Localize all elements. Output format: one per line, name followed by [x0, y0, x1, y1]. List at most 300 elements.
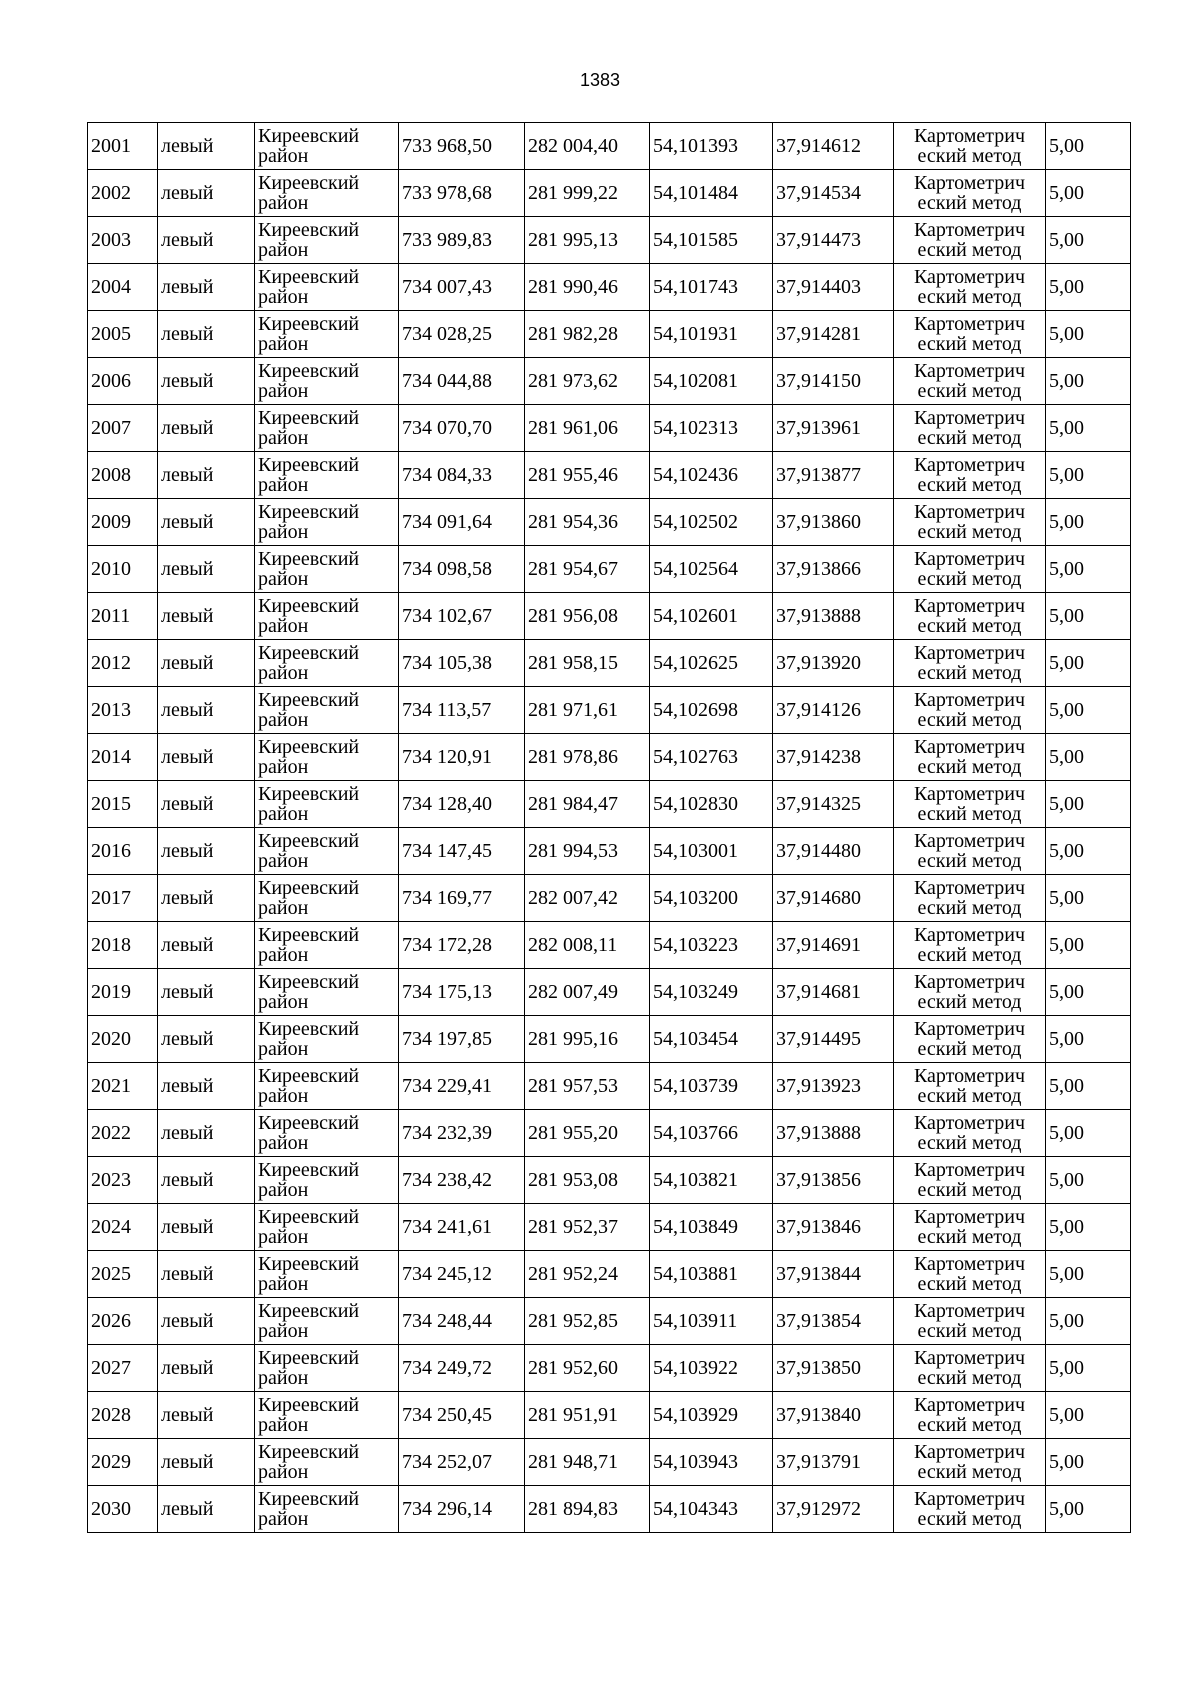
bank-side-cell: левый: [158, 687, 255, 734]
district-cell: [255, 922, 399, 969]
district-cell: [255, 1439, 399, 1486]
method-cell: [894, 1063, 1046, 1110]
method-line-2: еский метод: [917, 991, 1022, 1013]
accuracy-cell: 5,00: [1046, 405, 1131, 452]
accuracy-cell: 5,00: [1046, 734, 1131, 781]
method-cell: [894, 1439, 1046, 1486]
accuracy-cell: 5,00: [1046, 922, 1131, 969]
longitude-cell: 37,913846: [773, 1204, 894, 1251]
method-line-2: еский метод: [917, 521, 1022, 543]
longitude-cell: 37,914126: [773, 687, 894, 734]
x-coordinate-cell: 734 102,67: [399, 593, 525, 640]
longitude-cell: 37,913840: [773, 1392, 894, 1439]
method-cell: [894, 1486, 1046, 1533]
method-cell: [894, 123, 1046, 170]
longitude-cell: 37,913866: [773, 546, 894, 593]
coordinates-table-body: [88, 123, 1131, 1533]
y-coordinate-cell: 281 971,61: [525, 687, 650, 734]
district-line-2: район: [258, 380, 309, 402]
method-line-2: еский метод: [917, 1320, 1022, 1342]
table-row: [88, 217, 1131, 264]
district-line-1: Киреевский: [258, 501, 360, 523]
district-line-2: район: [258, 850, 309, 872]
method-line-2: еский метод: [917, 803, 1022, 825]
longitude-cell: 37,914691: [773, 922, 894, 969]
accuracy-cell: 5,00: [1046, 452, 1131, 499]
latitude-cell: 54,101585: [650, 217, 773, 264]
district-cell: [255, 640, 399, 687]
district-line-2: район: [258, 1414, 309, 1436]
accuracy-cell: 5,00: [1046, 687, 1131, 734]
district-cell: [255, 1486, 399, 1533]
district-cell: [255, 311, 399, 358]
method-line-2: еский метод: [917, 944, 1022, 966]
district-cell: [255, 1251, 399, 1298]
method-cell: [894, 828, 1046, 875]
longitude-cell: 37,913920: [773, 640, 894, 687]
latitude-cell: 54,101743: [650, 264, 773, 311]
y-coordinate-cell: 281 961,06: [525, 405, 650, 452]
district-cell: [255, 687, 399, 734]
x-coordinate-cell: 734 084,33: [399, 452, 525, 499]
method-cell: [894, 640, 1046, 687]
district-line-1: Киреевский: [258, 1018, 360, 1040]
district-line-2: район: [258, 615, 309, 637]
table-row: [88, 499, 1131, 546]
method-line-2: еский метод: [917, 756, 1022, 778]
x-coordinate-cell: 734 044,88: [399, 358, 525, 405]
district-line-1: Киреевский: [258, 1394, 360, 1416]
latitude-cell: 54,103200: [650, 875, 773, 922]
accuracy-cell: 5,00: [1046, 1157, 1131, 1204]
table-row: [88, 922, 1131, 969]
method-line-2: еский метод: [917, 1179, 1022, 1201]
method-line-2: еский метод: [917, 1226, 1022, 1248]
accuracy-cell: 5,00: [1046, 640, 1131, 687]
point-number-cell: 2009: [88, 499, 158, 546]
bank-side-cell: левый: [158, 1298, 255, 1345]
point-number-cell: 2027: [88, 1345, 158, 1392]
district-cell: [255, 1016, 399, 1063]
method-line-1: Картометрич: [913, 877, 1026, 899]
longitude-cell: 37,913961: [773, 405, 894, 452]
bank-side-cell: левый: [158, 1204, 255, 1251]
x-coordinate-cell: 734 296,14: [399, 1486, 525, 1533]
accuracy-cell: 5,00: [1046, 264, 1131, 311]
method-line-2: еский метод: [917, 709, 1022, 731]
longitude-cell: 37,913888: [773, 593, 894, 640]
y-coordinate-cell: 281 973,62: [525, 358, 650, 405]
point-number-cell: 2008: [88, 452, 158, 499]
district-line-1: Киреевский: [258, 125, 360, 147]
x-coordinate-cell: 733 978,68: [399, 170, 525, 217]
point-number-cell: 2028: [88, 1392, 158, 1439]
method-line-1: Картометрич: [913, 266, 1026, 288]
method-line-1: Картометрич: [913, 1112, 1026, 1134]
bank-side-cell: левый: [158, 358, 255, 405]
table-row: [88, 1486, 1131, 1533]
bank-side-cell: левый: [158, 1016, 255, 1063]
point-number-cell: 2004: [88, 264, 158, 311]
method-cell: [894, 264, 1046, 311]
district-cell: [255, 1345, 399, 1392]
method-cell: [894, 452, 1046, 499]
y-coordinate-cell: 282 004,40: [525, 123, 650, 170]
district-cell: [255, 452, 399, 499]
method-line-1: Картометрич: [913, 1206, 1026, 1228]
method-line-1: Картометрич: [913, 689, 1026, 711]
x-coordinate-cell: 734 232,39: [399, 1110, 525, 1157]
method-line-1: Картометрич: [913, 971, 1026, 993]
bank-side-cell: левый: [158, 499, 255, 546]
district-cell: [255, 358, 399, 405]
x-coordinate-cell: 734 229,41: [399, 1063, 525, 1110]
method-line-1: Картометрич: [913, 219, 1026, 241]
table-row: [88, 358, 1131, 405]
point-number-cell: 2002: [88, 170, 158, 217]
latitude-cell: 54,103223: [650, 922, 773, 969]
longitude-cell: 37,913850: [773, 1345, 894, 1392]
latitude-cell: 54,102763: [650, 734, 773, 781]
latitude-cell: 54,103943: [650, 1439, 773, 1486]
method-line-1: Картометрич: [913, 736, 1026, 758]
method-line-1: Картометрич: [913, 548, 1026, 570]
method-line-1: Картометрич: [913, 407, 1026, 429]
district-line-1: Киреевский: [258, 924, 360, 946]
accuracy-cell: 5,00: [1046, 1345, 1131, 1392]
district-line-1: Киреевский: [258, 1488, 360, 1510]
latitude-cell: 54,101931: [650, 311, 773, 358]
method-line-2: еский метод: [917, 568, 1022, 590]
district-line-2: район: [258, 286, 309, 308]
method-line-2: еский метод: [917, 192, 1022, 214]
district-line-2: район: [258, 1179, 309, 1201]
latitude-cell: 54,103454: [650, 1016, 773, 1063]
district-line-1: Киреевский: [258, 1112, 360, 1134]
district-line-1: Киреевский: [258, 266, 360, 288]
y-coordinate-cell: 281 952,60: [525, 1345, 650, 1392]
district-line-2: район: [258, 427, 309, 449]
accuracy-cell: 5,00: [1046, 969, 1131, 1016]
method-line-1: Картометрич: [913, 1159, 1026, 1181]
district-line-1: Киреевский: [258, 595, 360, 617]
district-line-1: Киреевский: [258, 971, 360, 993]
method-line-1: Картометрич: [913, 830, 1026, 852]
table-row: [88, 640, 1131, 687]
method-line-2: еский метод: [917, 1367, 1022, 1389]
point-number-cell: 2003: [88, 217, 158, 264]
method-cell: [894, 687, 1046, 734]
bank-side-cell: левый: [158, 1110, 255, 1157]
x-coordinate-cell: 734 120,91: [399, 734, 525, 781]
method-cell: [894, 170, 1046, 217]
method-line-1: Картометрич: [913, 1347, 1026, 1369]
method-cell: [894, 1345, 1046, 1392]
page-number: 1383: [579, 70, 621, 90]
method-line-1: Картометрич: [913, 642, 1026, 664]
method-line-1: Картометрич: [913, 360, 1026, 382]
method-cell: [894, 1016, 1046, 1063]
bank-side-cell: левый: [158, 1345, 255, 1392]
y-coordinate-cell: 281 894,83: [525, 1486, 650, 1533]
method-line-2: еский метод: [917, 662, 1022, 684]
x-coordinate-cell: 734 070,70: [399, 405, 525, 452]
method-cell: [894, 593, 1046, 640]
longitude-cell: 37,914325: [773, 781, 894, 828]
method-line-2: еский метод: [917, 850, 1022, 872]
latitude-cell: 54,103821: [650, 1157, 773, 1204]
point-number-cell: 2007: [88, 405, 158, 452]
y-coordinate-cell: 281 952,24: [525, 1251, 650, 1298]
district-line-1: Киреевский: [258, 407, 360, 429]
district-line-1: Киреевский: [258, 1253, 360, 1275]
district-cell: [255, 1298, 399, 1345]
table-row: [88, 1063, 1131, 1110]
method-cell: [894, 311, 1046, 358]
longitude-cell: 37,913888: [773, 1110, 894, 1157]
district-line-2: район: [258, 1461, 309, 1483]
point-number-cell: 2010: [88, 546, 158, 593]
x-coordinate-cell: 734 105,38: [399, 640, 525, 687]
point-number-cell: 2023: [88, 1157, 158, 1204]
district-cell: [255, 828, 399, 875]
table-row: [88, 123, 1131, 170]
bank-side-cell: левый: [158, 1486, 255, 1533]
point-number-cell: 2011: [88, 593, 158, 640]
longitude-cell: 37,914681: [773, 969, 894, 1016]
method-cell: [894, 217, 1046, 264]
district-line-2: район: [258, 756, 309, 778]
district-cell: [255, 593, 399, 640]
method-cell: [894, 1204, 1046, 1251]
district-line-1: Киреевский: [258, 1441, 360, 1463]
district-line-1: Киреевский: [258, 1300, 360, 1322]
bank-side-cell: левый: [158, 828, 255, 875]
accuracy-cell: 5,00: [1046, 593, 1131, 640]
district-line-1: Киреевский: [258, 830, 360, 852]
table-row: [88, 311, 1131, 358]
latitude-cell: 54,101484: [650, 170, 773, 217]
point-number-cell: 2026: [88, 1298, 158, 1345]
district-line-1: Киреевский: [258, 313, 360, 335]
table-row: [88, 452, 1131, 499]
point-number-cell: 2030: [88, 1486, 158, 1533]
y-coordinate-cell: 281 955,20: [525, 1110, 650, 1157]
table-row: [88, 734, 1131, 781]
method-line-2: еский метод: [917, 145, 1022, 167]
y-coordinate-cell: 281 954,67: [525, 546, 650, 593]
longitude-cell: 37,914238: [773, 734, 894, 781]
latitude-cell: 54,103881: [650, 1251, 773, 1298]
method-cell: [894, 922, 1046, 969]
y-coordinate-cell: 281 952,85: [525, 1298, 650, 1345]
district-line-2: район: [258, 1273, 309, 1295]
accuracy-cell: 5,00: [1046, 1063, 1131, 1110]
district-line-1: Киреевский: [258, 1347, 360, 1369]
point-number-cell: 2016: [88, 828, 158, 875]
accuracy-cell: 5,00: [1046, 1486, 1131, 1533]
method-line-1: Картометрич: [913, 454, 1026, 476]
district-cell: [255, 264, 399, 311]
point-number-cell: 2005: [88, 311, 158, 358]
method-line-1: Картометрич: [913, 1300, 1026, 1322]
point-number-cell: 2012: [88, 640, 158, 687]
district-line-2: район: [258, 662, 309, 684]
method-line-1: Картометрич: [913, 595, 1026, 617]
longitude-cell: 37,914680: [773, 875, 894, 922]
method-line-2: еский метод: [917, 239, 1022, 261]
y-coordinate-cell: 281 956,08: [525, 593, 650, 640]
y-coordinate-cell: 282 007,49: [525, 969, 650, 1016]
point-number-cell: 2019: [88, 969, 158, 1016]
x-coordinate-cell: 734 245,12: [399, 1251, 525, 1298]
table-row: [88, 546, 1131, 593]
method-line-2: еский метод: [917, 286, 1022, 308]
point-number-cell: 2020: [88, 1016, 158, 1063]
y-coordinate-cell: 281 990,46: [525, 264, 650, 311]
method-line-2: еский метод: [917, 1414, 1022, 1436]
bank-side-cell: левый: [158, 734, 255, 781]
bank-side-cell: левый: [158, 217, 255, 264]
x-coordinate-cell: 734 252,07: [399, 1439, 525, 1486]
y-coordinate-cell: 281 982,28: [525, 311, 650, 358]
x-coordinate-cell: 734 113,57: [399, 687, 525, 734]
method-line-2: еский метод: [917, 1508, 1022, 1530]
district-line-1: Киреевский: [258, 736, 360, 758]
accuracy-cell: 5,00: [1046, 1298, 1131, 1345]
district-cell: [255, 1063, 399, 1110]
point-number-cell: 2029: [88, 1439, 158, 1486]
latitude-cell: 54,103739: [650, 1063, 773, 1110]
x-coordinate-cell: 734 172,28: [399, 922, 525, 969]
latitude-cell: 54,102081: [650, 358, 773, 405]
bank-side-cell: левый: [158, 1063, 255, 1110]
y-coordinate-cell: 281 952,37: [525, 1204, 650, 1251]
method-cell: [894, 1298, 1046, 1345]
method-line-1: Картометрич: [913, 1394, 1026, 1416]
table-row: [88, 1157, 1131, 1204]
method-line-2: еский метод: [917, 1038, 1022, 1060]
x-coordinate-cell: 734 007,43: [399, 264, 525, 311]
method-cell: [894, 875, 1046, 922]
x-coordinate-cell: 734 128,40: [399, 781, 525, 828]
accuracy-cell: 5,00: [1046, 123, 1131, 170]
y-coordinate-cell: 281 954,36: [525, 499, 650, 546]
y-coordinate-cell: 281 995,16: [525, 1016, 650, 1063]
latitude-cell: 54,102313: [650, 405, 773, 452]
table-row: [88, 1204, 1131, 1251]
district-line-2: район: [258, 1367, 309, 1389]
y-coordinate-cell: 281 994,53: [525, 828, 650, 875]
coordinates-table: [87, 122, 1131, 1533]
latitude-cell: 54,103849: [650, 1204, 773, 1251]
method-line-2: еский метод: [917, 474, 1022, 496]
method-cell: [894, 546, 1046, 593]
method-line-1: Картометрич: [913, 172, 1026, 194]
longitude-cell: 37,914480: [773, 828, 894, 875]
latitude-cell: 54,102601: [650, 593, 773, 640]
longitude-cell: 37,912972: [773, 1486, 894, 1533]
method-line-1: Картометрич: [913, 125, 1026, 147]
district-line-1: Киреевский: [258, 454, 360, 476]
longitude-cell: 37,914150: [773, 358, 894, 405]
bank-side-cell: левый: [158, 969, 255, 1016]
method-cell: [894, 1251, 1046, 1298]
method-line-2: еский метод: [917, 1273, 1022, 1295]
method-line-2: еский метод: [917, 615, 1022, 637]
accuracy-cell: 5,00: [1046, 828, 1131, 875]
point-number-cell: 2001: [88, 123, 158, 170]
latitude-cell: 54,101393: [650, 123, 773, 170]
x-coordinate-cell: 733 989,83: [399, 217, 525, 264]
method-line-1: Картометрич: [913, 783, 1026, 805]
table-row: [88, 1016, 1131, 1063]
table-row: [88, 1110, 1131, 1157]
district-line-1: Киреевский: [258, 1206, 360, 1228]
y-coordinate-cell: 281 948,71: [525, 1439, 650, 1486]
method-cell: [894, 969, 1046, 1016]
bank-side-cell: левый: [158, 170, 255, 217]
district-line-2: район: [258, 1320, 309, 1342]
district-line-2: район: [258, 333, 309, 355]
district-line-2: район: [258, 568, 309, 590]
bank-side-cell: левый: [158, 1251, 255, 1298]
district-line-2: район: [258, 1038, 309, 1060]
accuracy-cell: 5,00: [1046, 1204, 1131, 1251]
latitude-cell: 54,102830: [650, 781, 773, 828]
method-line-2: еский метод: [917, 1461, 1022, 1483]
latitude-cell: 54,104343: [650, 1486, 773, 1533]
accuracy-cell: 5,00: [1046, 875, 1131, 922]
district-line-1: Киреевский: [258, 689, 360, 711]
latitude-cell: 54,102502: [650, 499, 773, 546]
district-cell: [255, 1204, 399, 1251]
longitude-cell: 37,914612: [773, 123, 894, 170]
method-line-1: Картометрич: [913, 313, 1026, 335]
method-line-1: Картометрич: [913, 1441, 1026, 1463]
table-row: [88, 264, 1131, 311]
district-line-1: Киреевский: [258, 219, 360, 241]
table-row: [88, 593, 1131, 640]
accuracy-cell: 5,00: [1046, 217, 1131, 264]
longitude-cell: 37,913854: [773, 1298, 894, 1345]
longitude-cell: 37,913844: [773, 1251, 894, 1298]
bank-side-cell: левый: [158, 1157, 255, 1204]
x-coordinate-cell: 734 028,25: [399, 311, 525, 358]
district-line-1: Киреевский: [258, 1159, 360, 1181]
method-line-2: еский метод: [917, 427, 1022, 449]
method-cell: [894, 358, 1046, 405]
district-cell: [255, 546, 399, 593]
point-number-cell: 2024: [88, 1204, 158, 1251]
y-coordinate-cell: 282 008,11: [525, 922, 650, 969]
bank-side-cell: левый: [158, 1439, 255, 1486]
table-row: [88, 170, 1131, 217]
bank-side-cell: левый: [158, 546, 255, 593]
method-cell: [894, 781, 1046, 828]
table-row: [88, 781, 1131, 828]
x-coordinate-cell: 734 091,64: [399, 499, 525, 546]
district-cell: [255, 875, 399, 922]
bank-side-cell: левый: [158, 452, 255, 499]
longitude-cell: 37,914403: [773, 264, 894, 311]
district-cell: [255, 1392, 399, 1439]
method-cell: [894, 1392, 1046, 1439]
longitude-cell: 37,914534: [773, 170, 894, 217]
x-coordinate-cell: 734 147,45: [399, 828, 525, 875]
accuracy-cell: 5,00: [1046, 546, 1131, 593]
y-coordinate-cell: 281 951,91: [525, 1392, 650, 1439]
